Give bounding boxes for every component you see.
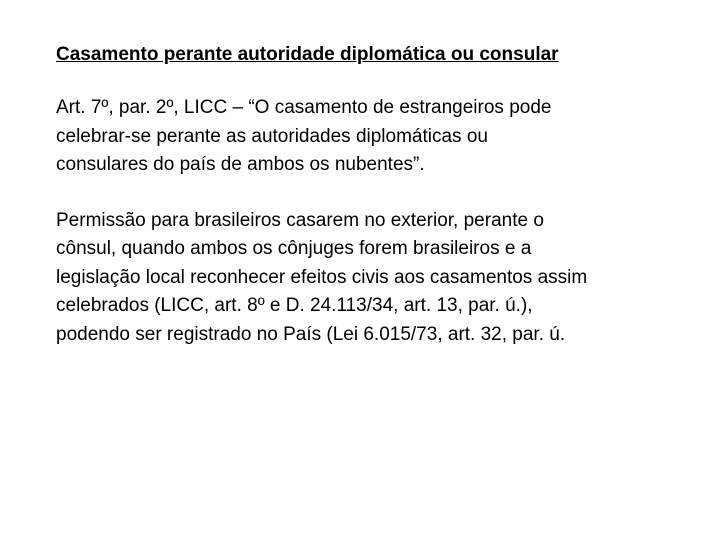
paragraph-permissao: [56, 207, 696, 350]
paragraph-line: consulares do país de ambos os nubentes”.: [56, 154, 425, 175]
paragraph-line: cônsul, quando ambos os cônjuges forem brasileiros e a: [56, 238, 532, 259]
paragraph-line: legislação local reconhecer efeitos civis aos casamentos assim: [56, 266, 588, 288]
paragraph-art-7: [56, 94, 696, 180]
paragraph-line: celebrar-se perante as autoridades diplomáticas ou: [56, 125, 488, 147]
paragraph-line: podendo ser registrado no País (Lei 6.015/73, art. 32, par. ú.: [56, 323, 566, 345]
paragraph-line: Art. 7º, par. 2º, LICC – “O casamento de estrangeiros pode: [56, 97, 552, 118]
paragraph-line: celebrados (LICC, art. 8º e D. 24.113/34, art. 13, par. ú.),: [56, 295, 533, 316]
slide-heading: Casamento perante autoridade diplomática ou consular: [56, 44, 559, 65]
paragraph-line: Permissão para brasileiros casarem no exterior, perante o: [56, 209, 544, 231]
slide-content: [56, 42, 696, 349]
